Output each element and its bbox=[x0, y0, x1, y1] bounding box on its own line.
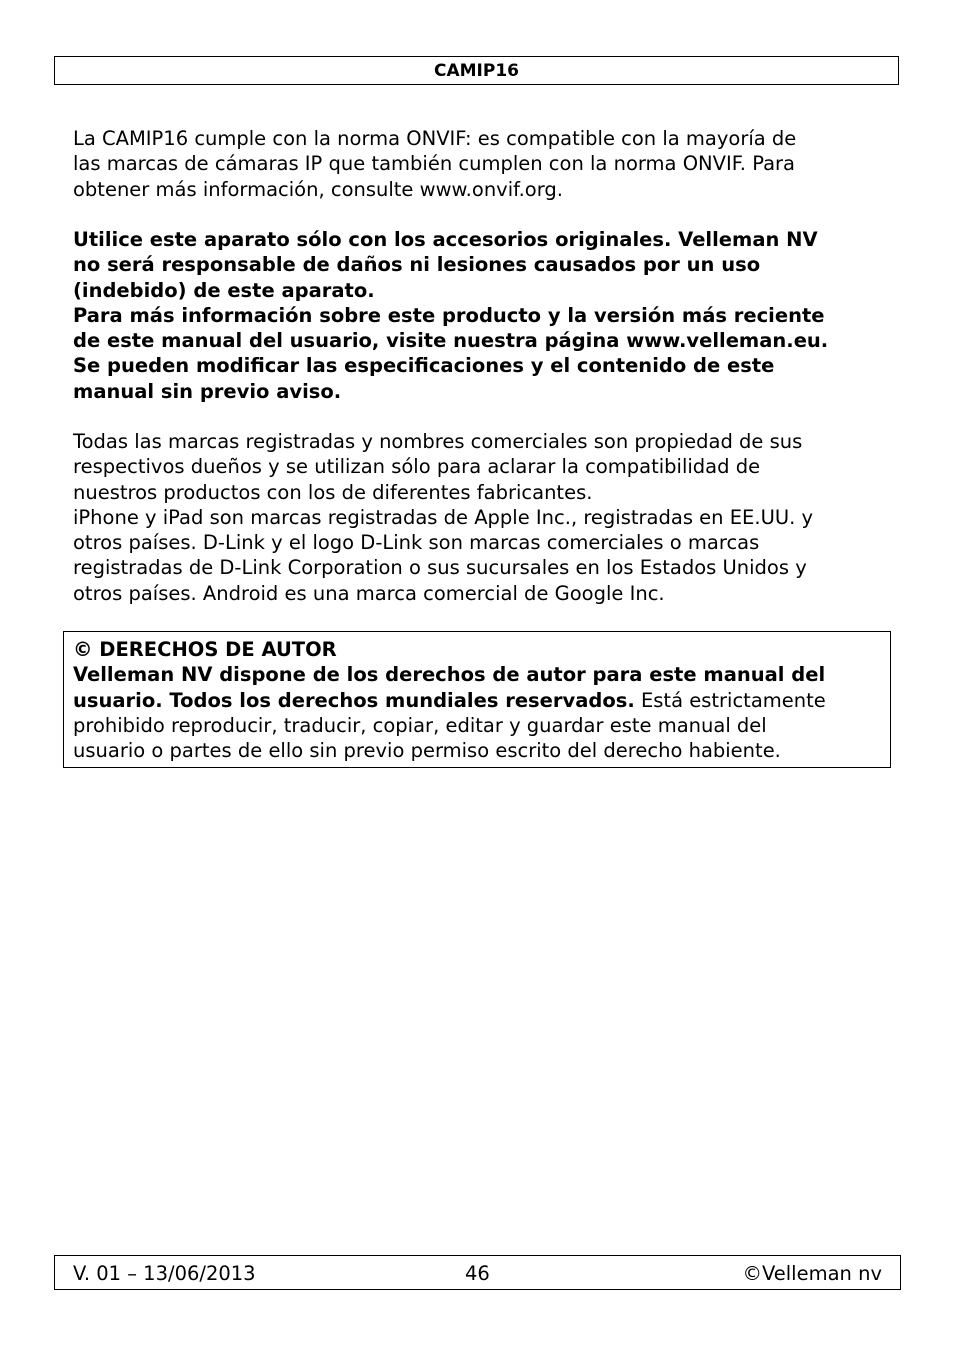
notice-paragraph bbox=[73, 227, 888, 404]
trademarks-line: otros países. Android es una marca comercial de Google Inc. bbox=[73, 581, 665, 605]
notice-line: Utilice este aparato sólo con los accesorios originales. Velleman NV bbox=[73, 228, 818, 251]
trademarks-line: otros países. D-Link y el logo D-Link son marcas comerciales o marcas bbox=[73, 531, 760, 555]
trademarks-line: respectivos dueños y se utilizan sólo para aclarar la compatibilidad de bbox=[73, 455, 761, 479]
intro-line: las marcas de cámaras IP que también cumplen con la norma ONVIF. Para bbox=[73, 152, 795, 176]
page-footer bbox=[54, 1255, 901, 1290]
copyright-text bbox=[73, 637, 826, 763]
copyright-line: Velleman NV dispone de los derechos de autor para este manual del bbox=[73, 663, 826, 687]
notice-line: no será responsable de daños ni lesiones causados por un uso bbox=[73, 253, 761, 277]
page-header bbox=[54, 56, 899, 85]
notice-line: Para más información sobre este producto y la versión más reciente bbox=[73, 303, 825, 327]
intro-paragraph bbox=[73, 126, 888, 202]
notice-line: de este manual del usuario, visite nuestra página www.velleman.eu. bbox=[73, 329, 829, 353]
copyright-line: prohibido reproducir, traducir, copiar, editar y guardar este manual del bbox=[73, 713, 767, 737]
copyright-box bbox=[63, 631, 891, 768]
trademarks-line: iPhone y iPad son marcas registradas de Apple Inc., registradas en EE.UU. y bbox=[73, 505, 814, 529]
copyright-bold-segment: usuario. Todos los derechos mundiales reservados. bbox=[73, 688, 635, 712]
trademarks-line: registradas de D-Link Corporation o sus sucursales en los Estados Unidos y bbox=[73, 556, 807, 580]
notice-line: manual sin previo aviso. bbox=[73, 379, 342, 403]
intro-line: La CAMIP16 cumple con la norma ONVIF: es compatible con la mayoría de bbox=[73, 127, 797, 150]
trademarks-line: nuestros productos con los de diferentes fabricantes. bbox=[73, 480, 593, 504]
intro-line: obtener más información, consulte www.onvif.org. bbox=[73, 177, 563, 201]
copyright-line-mixed bbox=[73, 688, 826, 713]
copyright-heading: © DERECHOS DE AUTOR bbox=[73, 638, 337, 661]
footer-brand: ©Velleman nv bbox=[742, 1262, 882, 1285]
trademarks-line: Todas las marcas registradas y nombres comerciales son propiedad de sus bbox=[73, 430, 803, 453]
copyright-line: usuario o partes de ello sin previo permiso escrito del derecho habiente. bbox=[73, 739, 781, 763]
header-title: CAMIP16 bbox=[434, 61, 519, 81]
footer-version: V. 01 – 13/06/2013 bbox=[73, 1262, 256, 1285]
notice-line: (indebido) de este aparato. bbox=[73, 278, 375, 302]
footer-page-number: 46 bbox=[465, 1262, 490, 1285]
copyright-normal-segment: Está estrictamente bbox=[634, 688, 826, 712]
notice-line: Se pueden modificar las especificaciones y el contenido de este bbox=[73, 354, 775, 378]
trademarks-paragraph bbox=[73, 429, 888, 606]
